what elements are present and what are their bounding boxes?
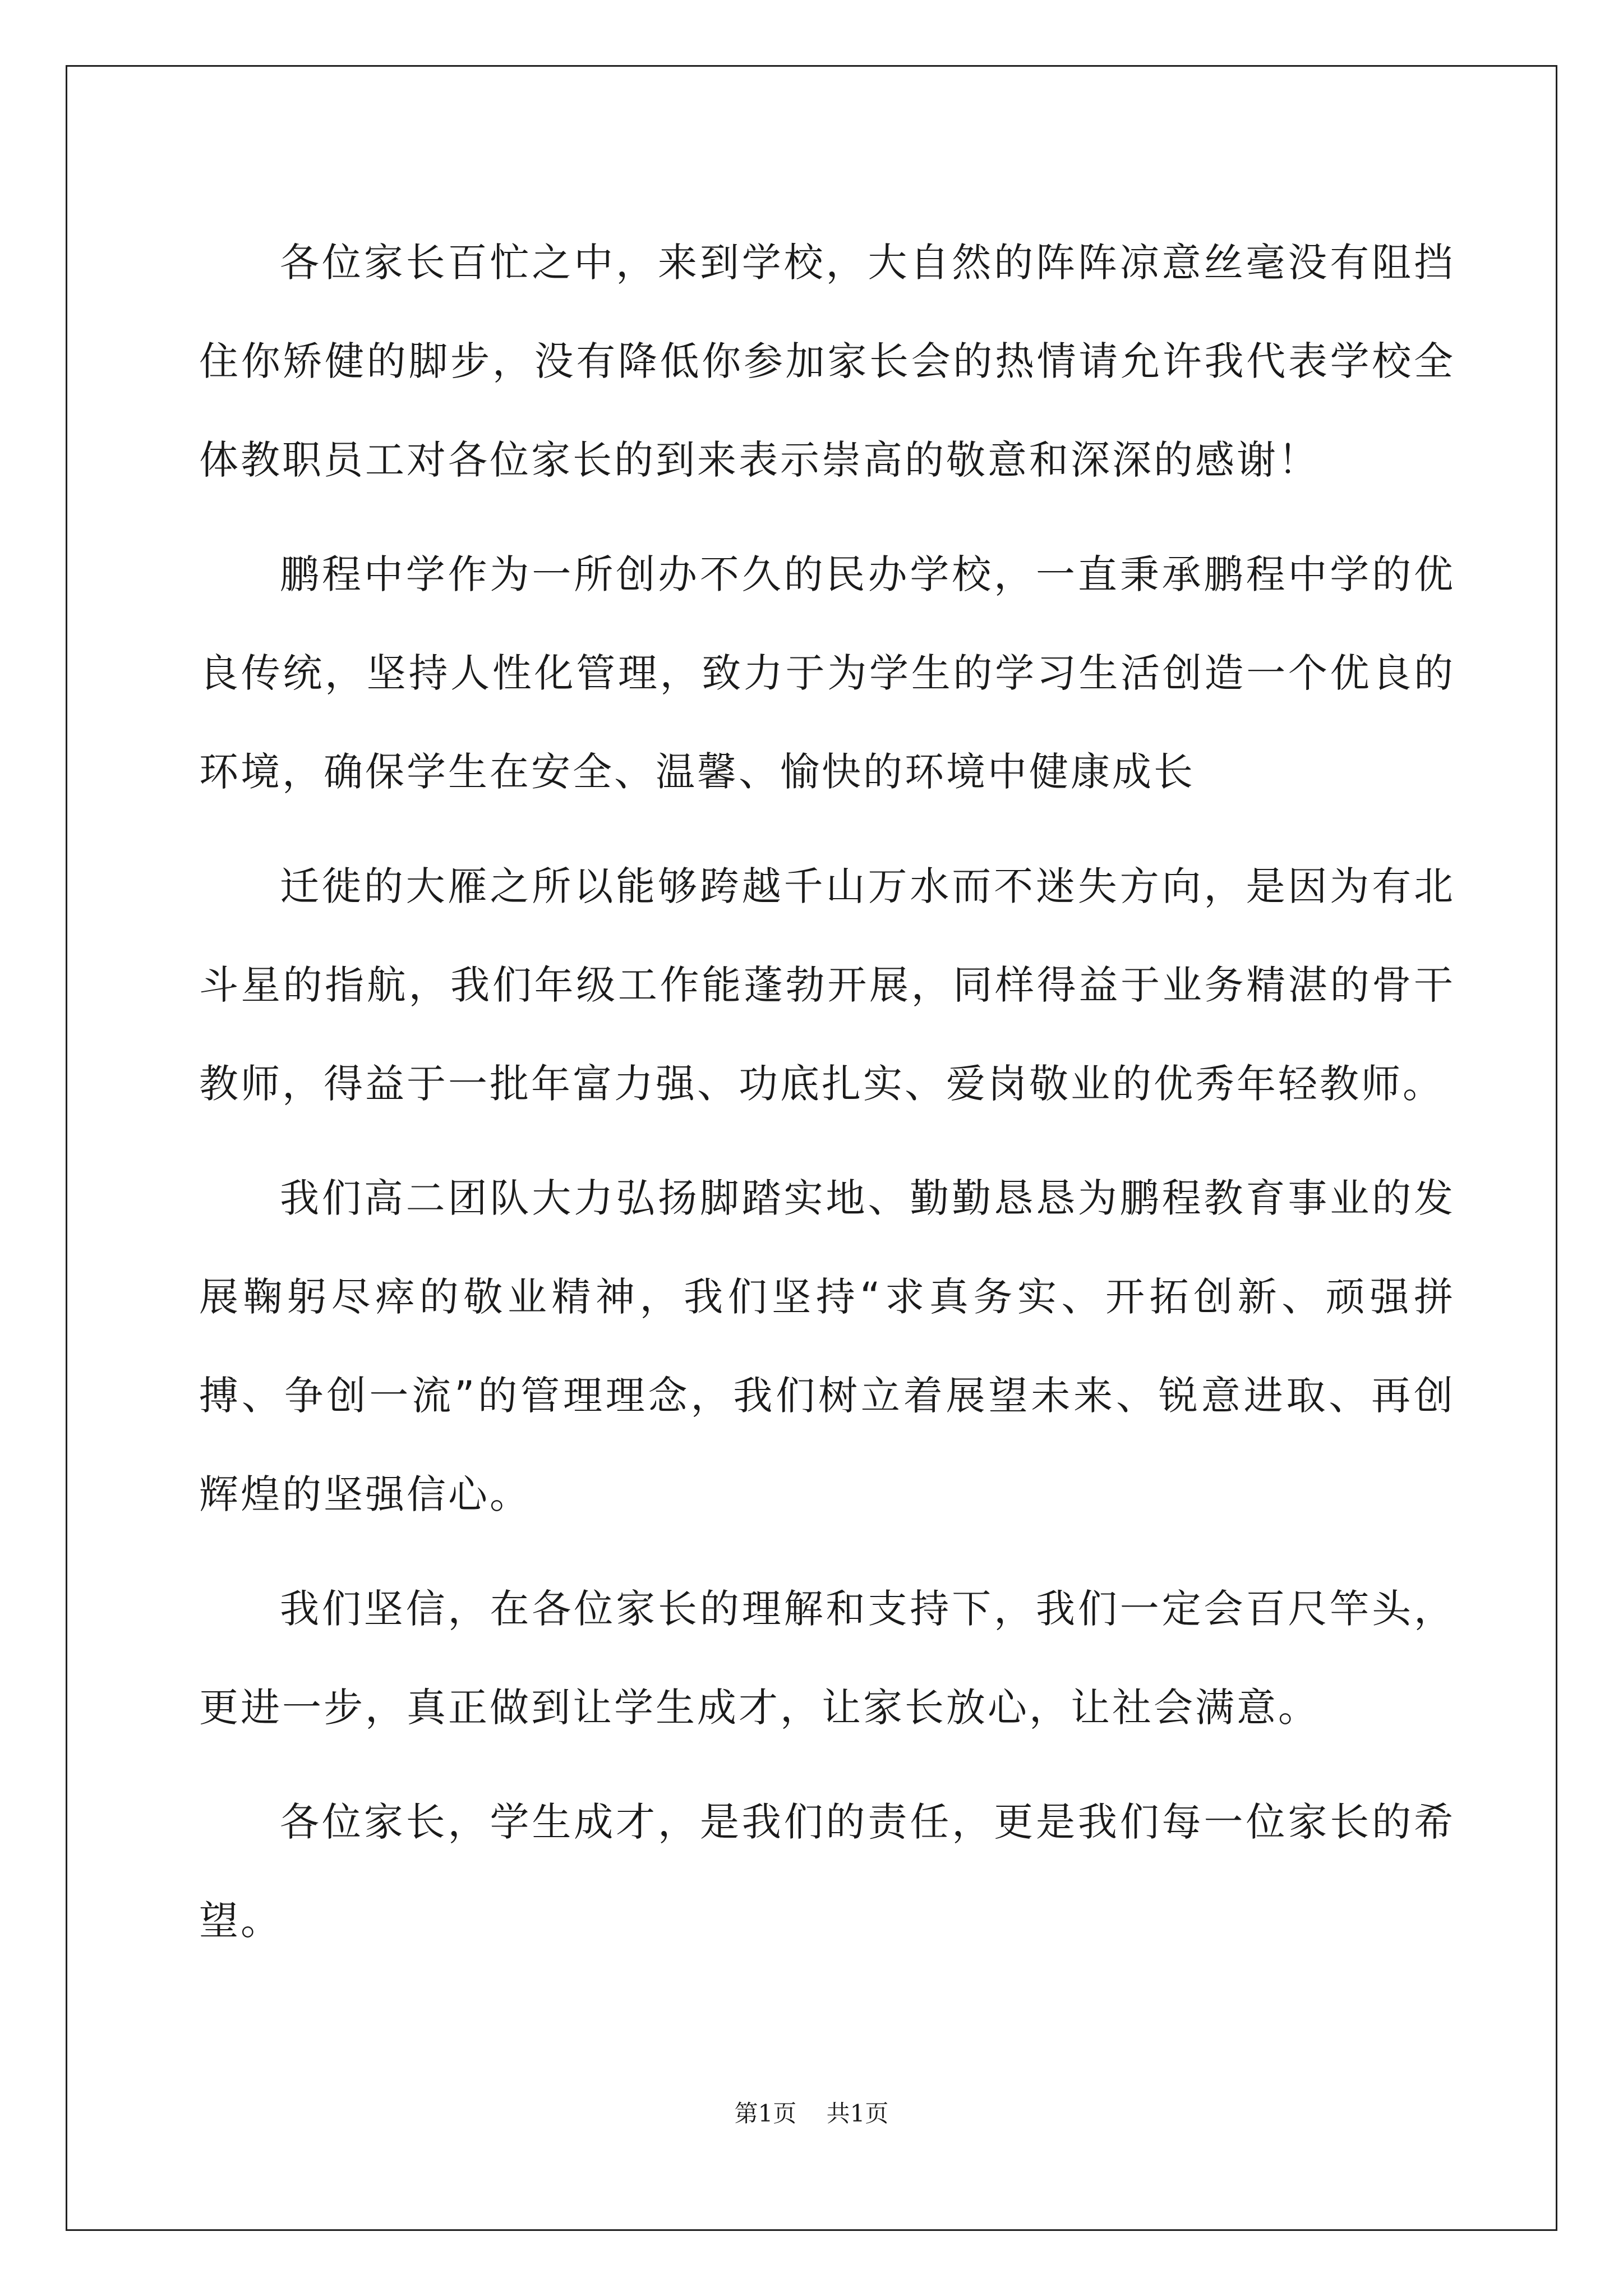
paragraph-3: 迁徙的大雁之所以能够跨越千山万水而不迷失方向，是因为有北斗星的指航，我们年级工作能蓬勃开展，同样得益于业务精湛的骨干教师，得益于一批年富力强、功底扎实、爱岗敬业的优秀年轻教师。 [199,863,1455,1107]
paragraph-6: 各位家长，学生成才，是我们的责任，更是我们每一位家长的希望。 [199,1799,1455,1944]
paragraph-5: 我们坚信，在各位家长的理解和支持下，我们一定会百尺竿头，更进一步，真正做到让学生成才，让家长放心，让社会满意。 [199,1586,1455,1731]
page-number-total: 共1页 [826,2100,889,2127]
paragraph-2: 鹏程中学作为一所创办不久的民办学校，一直秉承鹏程中学的优良传统，坚持人性化管理，致力于为学生的学习生活创造一个优良的环境，确保学生在安全、温馨、愉快的环境中健康成长 [199,551,1455,795]
document-body [199,213,1455,1986]
paragraph-1: 各位家长百忙之中，来到学校，大自然的阵阵凉意丝毫没有阻挡住你矫健的脚步，没有降低你参加家长会的热情请允许我代表学校全体教职员工对各位家长的到来表示崇高的敬意和深深的感谢！ [199,240,1455,483]
paragraph-4: 我们高二团队大力弘扬脚踏实地、勤勤恳恳为鹏程教育事业的发展鞠躬尽瘁的敬业精神，我们坚持“求真务实、开拓创新、顽强拼搏、争创一流”的管理理念，我们树立着展望未来、锐意进取、再创辉煌的坚强信心。 [199,1175,1455,1517]
page-footer [0,2095,1623,2129]
page-number-current: 第1页 [734,2100,797,2127]
